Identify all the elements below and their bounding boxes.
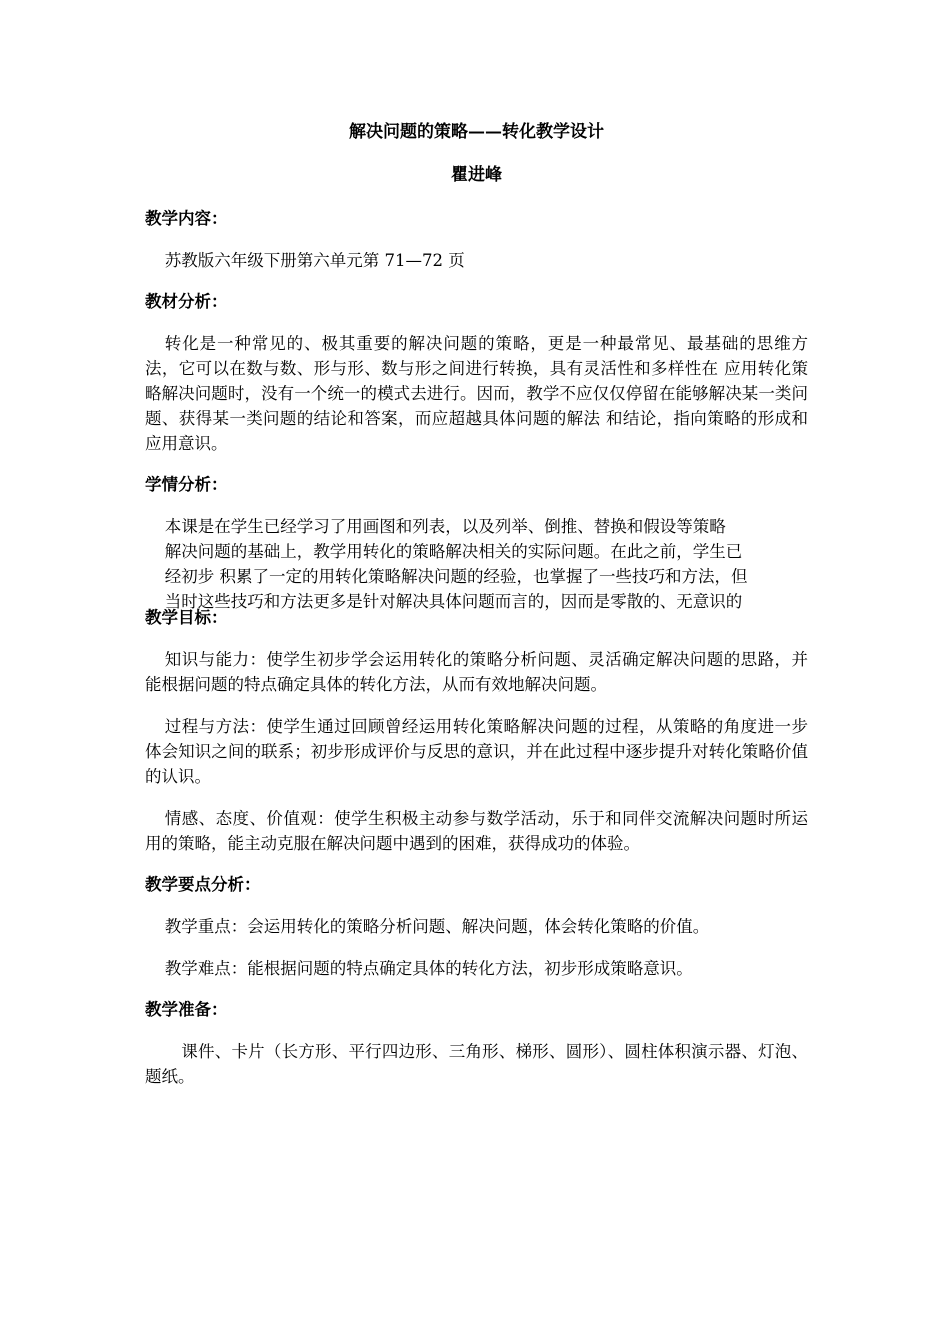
document-author: 瞿进峰 (451, 165, 502, 185)
section-text-preparation: 课件、卡片（长方形、平行四边形、三角形、梯形、圆形）、圆柱体积演示器、灯泡、题纸。 (145, 1042, 808, 1086)
students-line: 本课是在学生已经学习了用画图和列表，以及列举、倒推、替换和假设等策略 (164, 517, 726, 536)
section-heading-material: 教材分析： (145, 292, 228, 311)
section-text-content: 苏教版六年级下册第六单元第 71—72 页 (164, 251, 465, 270)
document-title: 解决问题的策略——转化教学设计 (349, 122, 604, 142)
document-page (145, 120, 808, 1106)
goal-process: 过程与方法：使学生通过回顾曾经运用转化策略解决问题的过程，从策略的角度进一步体会知识之间的联系；初步形成评价与反思的意识，并在此过程中逐步提升对转化策略价值的认识。 (145, 717, 808, 786)
section-heading-content: 教学内容： (145, 209, 228, 228)
students-line: 经初步 积累了一定的用转化策略解决问题的经验，也掌握了一些技巧和方法，但 (164, 567, 748, 586)
key-point-difficulty: 教学难点：能根据问题的特点确定具体的转化方法，初步形成策略意识。 (164, 959, 693, 978)
students-line: 当时这些技巧和方法更多是针对解决具体问题而言的，因而是零散的、无意识的 (164, 592, 743, 611)
section-heading-students: 学情分析： (145, 475, 228, 494)
section-heading-goals: 教学目标： (145, 608, 228, 627)
section-heading-key-points: 教学要点分析： (145, 875, 261, 894)
goal-emotion: 情感、态度、价值观：使学生积极主动参与数学活动，乐于和同伴交流解决问题时所运用的策略，能主动克服在解决问题中遇到的困难，获得成功的体验。 (145, 809, 808, 853)
goal-knowledge: 知识与能力：使学生初步学会运用转化的策略分析问题、灵活确定解决问题的思路，并能根据问题的特点确定具体的转化方法，从而有效地解决问题。 (145, 650, 808, 694)
students-line: 解决问题的基础上，教学用转化的策略解决相关的实际问题。在此之前，学生已 (164, 542, 743, 561)
key-point-focus: 教学重点：会运用转化的策略分析问题、解决问题，体会转化策略的价值。 (164, 917, 710, 936)
section-text-students (145, 514, 808, 611)
section-heading-preparation: 教学准备： (145, 1000, 228, 1019)
section-text-material: 转化是一种常见的、极其重要的解决问题的策略，更是一种最常见、最基础的思维方法，它可以在数与数、形与形、数与形之间进行转换，具有灵活性和多样性在 应用转化策略解决问题时，没有一个统一的模式去进行。因而，教学不应仅仅停留在能够解决某一类问题、获得某一类问题的结论和答案，而应超越具体问题的解法 和结论，指向策略的形成和应用意识。 (145, 334, 808, 453)
